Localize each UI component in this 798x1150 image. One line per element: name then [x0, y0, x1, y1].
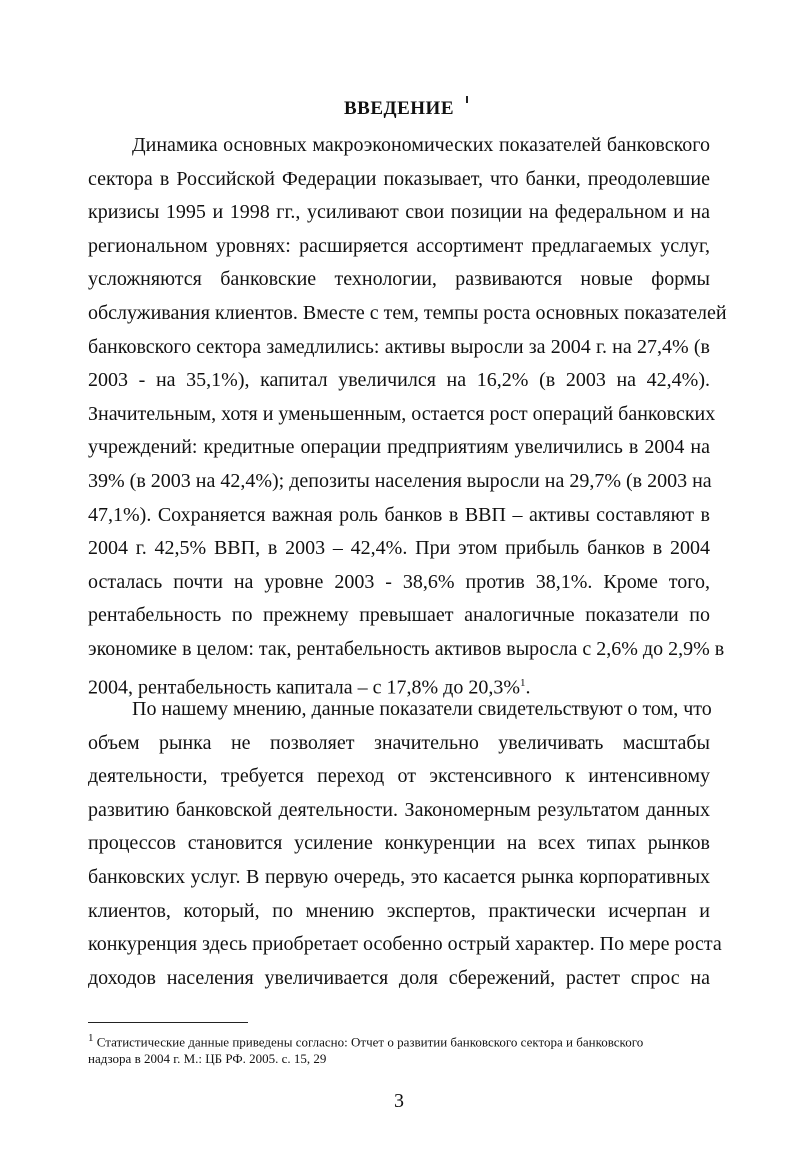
- footnote-separator: [88, 1022, 248, 1023]
- text-line: 39% (в 2003 на 42,4%); депозиты населения выросли на 29,7% (в 2003 на: [88, 469, 712, 492]
- page-number: 3: [394, 1090, 404, 1112]
- text-line: 2004 г. 42,5% ВВП, в 2003 – 42,4%. При этом прибыль банков в 2004: [88, 537, 710, 560]
- paragraph-2: [88, 693, 722, 995]
- text-line: Динамика основных макроэкономических показателей банковского: [132, 134, 710, 156]
- text-line: 2003 - на 35,1%), капитал увеличился на 16,2% (в 2003 на 42,4%).: [88, 369, 710, 392]
- text-line: банковских услуг. В первую очередь, это касается рынка корпоративных: [88, 865, 710, 888]
- text-line: Значительным, хотя и уменьшенным, остается рост операций банковских: [88, 402, 716, 425]
- footnote-line: Статистические данные приведены согласно: Отчет о развитии банковского сектора и банковского: [93, 1034, 644, 1050]
- text-line: осталась почти на уровне 2003 - 38,6% против 38,1%. Кроме того,: [88, 570, 710, 593]
- paragraph-1: [88, 129, 727, 700]
- text-line: конкуренция здесь приобретает особенно острый характер. По мере роста: [88, 933, 722, 956]
- text-line: учреждений: кредитные операции предприятиям увеличились в 2004 на: [88, 436, 710, 459]
- text-line: сектора в Российской Федерации показывает, что банки, преодолевшие: [88, 167, 710, 190]
- text-line: объем рынка не позволяет значительно увеличивать масштабы: [88, 731, 710, 754]
- text-line: банковского сектора замедлились: активы выросли за 2004 г. на 27,4% (в: [88, 335, 710, 358]
- text-line: рентабельность по прежнему превышает аналогичные показатели по: [88, 604, 710, 627]
- text-line: деятельности, требуется переход от экстенсивного к интенсивному: [88, 765, 710, 788]
- text-line: обслуживания клиентов. Вместе с тем, темпы роста основных показателей: [88, 301, 727, 324]
- footnote-reference[interactable]: 1: [519, 676, 526, 689]
- text-line-content: 2004, рентабельность капитала – с 17,8% до 20,3%: [88, 676, 520, 699]
- text-line: экономике в целом: так, рентабельность активов выросла с 2,6% до 2,9% в: [88, 637, 725, 660]
- text-line: региональном уровнях: расширяется ассортимент предлагаемых услуг,: [88, 234, 710, 257]
- footnote-marker: 1: [88, 1032, 94, 1044]
- text-line: развитию банковской деятельности. Закономерным результатом данных: [88, 798, 710, 821]
- text-line: усложняются банковские технологии, развиваются новые формы: [88, 268, 710, 291]
- text-line: По нашему мнению, данные показатели свидетельствуют о том, что: [132, 698, 712, 720]
- section-title: ВВЕДЕНИЕ: [344, 98, 454, 119]
- text-line: 47,1%). Сохраняется важная роль банков в ВВП – активы составляют в: [88, 503, 710, 526]
- text-line: клиентов, который, по мнению экспертов, практически исчерпан и: [88, 899, 710, 922]
- text-line: кризисы 1995 и 1998 гг., усиливают свои позиции на федеральном и на: [88, 201, 710, 224]
- text-line: процессов становится усиление конкуренции на всех типах рынков: [88, 832, 710, 855]
- footnote-line: надзора в 2004 г. М.: ЦБ РФ. 2005. с. 15, 29: [88, 1051, 327, 1067]
- text-line: доходов населения увеличивается доля сбережений, растет спрос на: [88, 966, 710, 989]
- footnote: [88, 1030, 708, 1067]
- text-line-end: .: [525, 676, 531, 699]
